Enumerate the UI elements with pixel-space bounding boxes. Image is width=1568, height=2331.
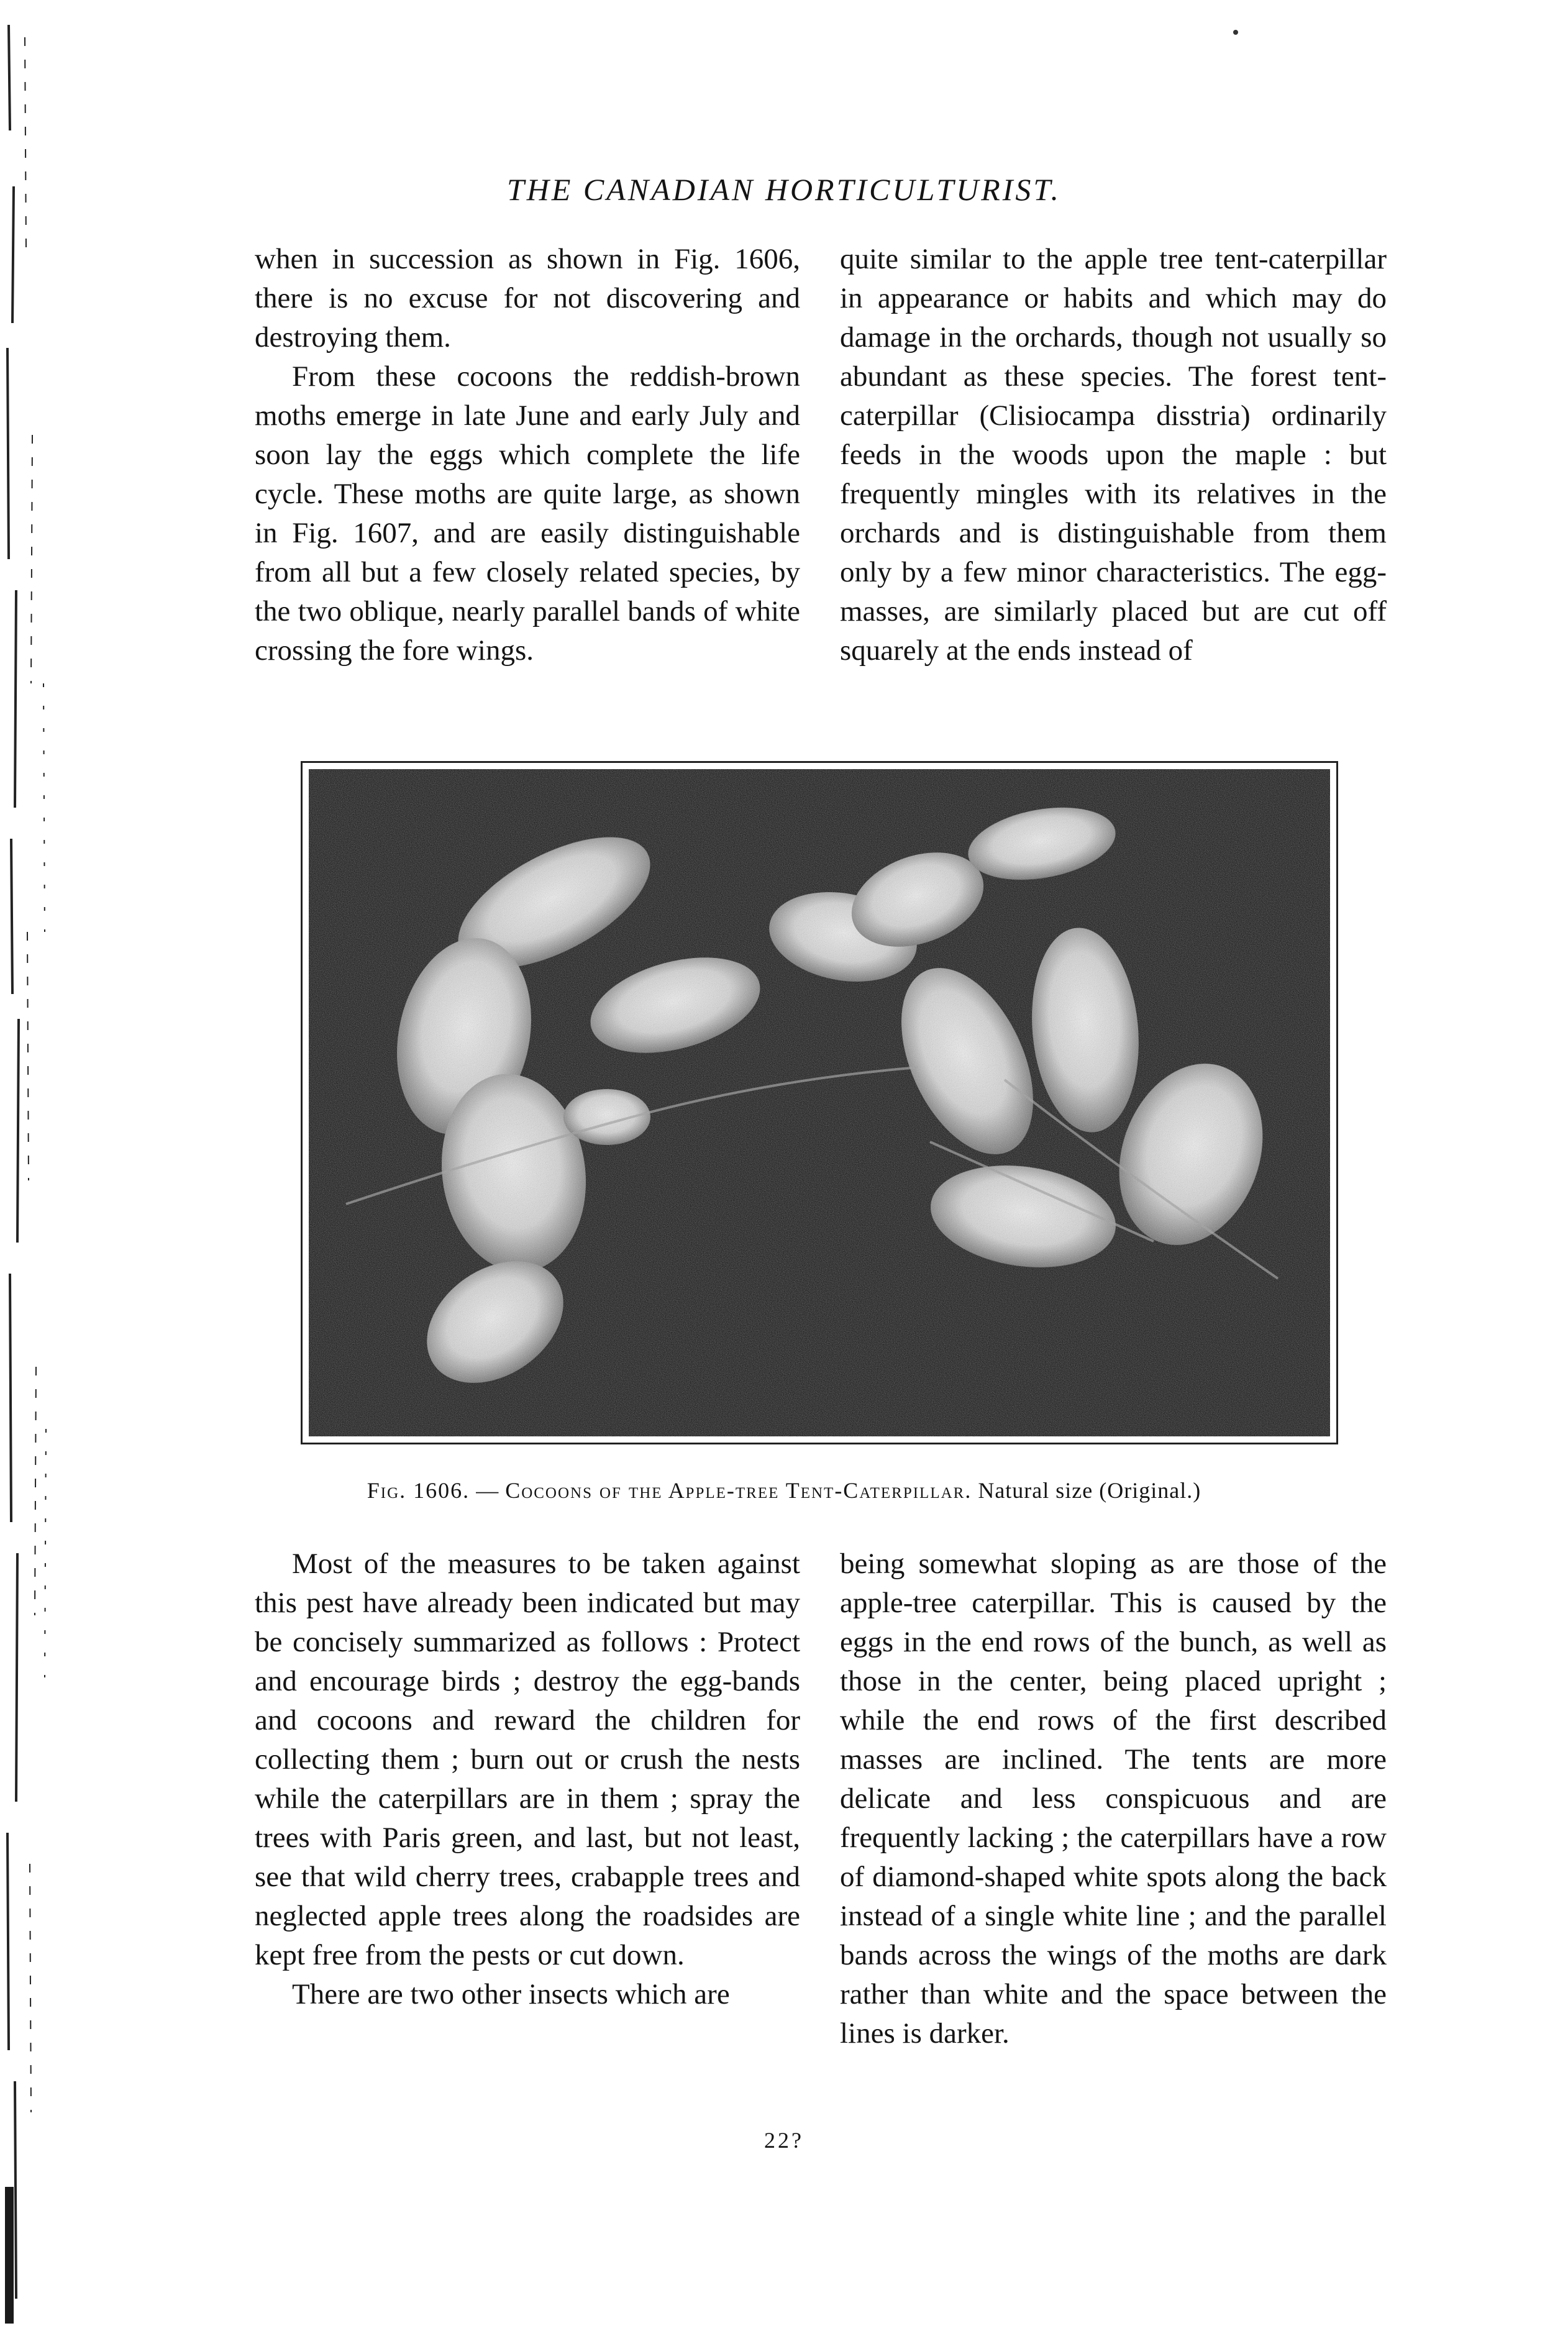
figure-label: Fig. 1606. (367, 1478, 470, 1503)
binding-edge-artifact (0, 0, 68, 2331)
column-bottom-left (255, 1544, 800, 2014)
running-header: THE CANADIAN HORTICULTURIST. (506, 172, 1062, 207)
column-top-left (255, 240, 800, 670)
paragraph: From these cocoons the reddish-brown moths emerge in late June and early July and soon lay the eggs which complete the life cycle. These moths are quite large, as shown in Fig. 1607, and are easily distinguishable from all but a few closely related species, by the two oblique, nearly parallel bands of white crossing the fore wings. (255, 360, 800, 667)
figure-caption: Fig. 1606. — Cocoons of the Apple-tree Tent-Caterpillar. Natural size (Original.) (367, 1478, 1201, 1503)
page-number: 22? (764, 2128, 804, 2153)
paragraph: quite similar to the apple tree tent-caterpillar in appearance or habits and which may do damage in the orchards, though not usually so abundant as these species. The forest tent-caterpillar (Clisiocampa disstria) ordinarily feeds in the woods upon the maple : but frequently mingles with its relatives in the orchards and is distinguishable from them only by a few minor characteristics. The egg-masses, are similarly placed but are cut off squarely at the ends instead of (840, 243, 1387, 667)
paragraph: when in succession as shown in Fig. 1606, there is no excuse for not discovering and destroying them. (255, 243, 800, 354)
figure-title: Cocoons of the Apple-tree Tent-Caterpillar. (505, 1478, 972, 1503)
figure-photo-cocoons (301, 761, 1338, 1444)
column-top-right (840, 240, 1387, 670)
paragraph: being somewhat sloping as are those of the apple-tree caterpillar. This is caused by the eggs in the end rows of the bunch, as well as those in the center, being placed upright ; while the end rows of the first described masses are inclined. The tents are more delicate and less conspicuous and are frequently lacking ; the caterpillars have a row of diamond-shaped white spots along the back instead of a single white line ; and the parallel bands across the wings of the moths are dark rather than white and the space between the lines is darker. (840, 1548, 1387, 2050)
figure-note: Natural size (Original.) (978, 1478, 1201, 1503)
paragraph: Most of the measures to be taken against this pest have already been indicated but may be concisely summarized as follows : Protect and encourage birds ; destroy the egg-bands and cocoons and reward the children for collecting them ; burn out or crush the nests while the caterpillars are in them ; spray the trees with Paris green, and last, but not least, see that wild cherry trees, crabapple trees and neglected apple trees along the roadsides are kept free from the pests or cut down. (255, 1548, 800, 1971)
column-bottom-right (840, 1544, 1387, 2053)
ink-speck (1233, 30, 1238, 35)
paragraph: There are two other insects which are (292, 1978, 730, 2010)
